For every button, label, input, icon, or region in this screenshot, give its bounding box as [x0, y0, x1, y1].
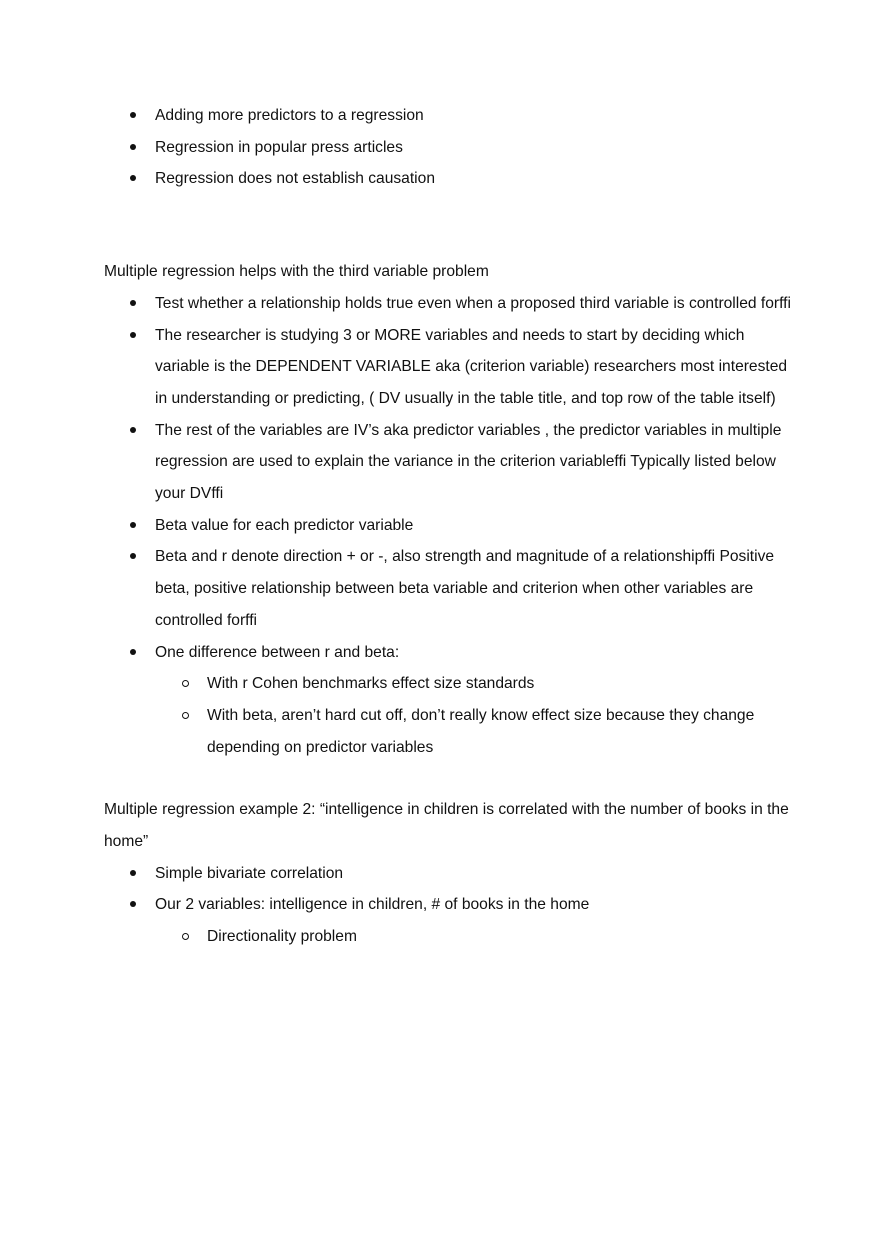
- spacer: [104, 763, 794, 794]
- list-item: Regression does not establish causation: [104, 163, 794, 195]
- document-body: [104, 100, 794, 953]
- list-item: Our 2 variables: intelligence in children, # of books in the home: [104, 889, 794, 921]
- list-item: Beta and r denote direction + or -, also strength and magnitude of a relationshipffi Positive beta, positive relationship between beta variable and criterion when other variables are controlled forffi: [104, 541, 794, 636]
- example-2-bullet-list: [104, 858, 794, 953]
- list-item: The researcher is studying 3 or MORE variables and needs to start by deciding which variable is the DEPENDENT VARIABLE aka (criterion variable) researchers most interested in understanding or predicting, ( DV usually in the table title, and top row of the table itself): [104, 320, 794, 415]
- section-heading-example-2: Multiple regression example 2: “intelligence in children is correlated with the number of books in the home”: [104, 801, 789, 851]
- sub-list-item: Directionality problem: [104, 921, 794, 953]
- sub-list-item: With beta, aren’t hard cut off, don’t really know effect size because they change depending on predictor variables: [104, 700, 794, 763]
- list-item: Test whether a relationship holds true even when a proposed third variable is controlled forffi: [104, 288, 794, 320]
- list-item: One difference between r and beta:: [104, 637, 794, 669]
- section-heading-third-variable: Multiple regression helps with the third variable problem: [104, 263, 489, 281]
- spacer: [104, 195, 794, 256]
- list-item: Beta value for each predictor variable: [104, 510, 794, 542]
- list-item: Adding more predictors to a regression: [104, 100, 794, 132]
- third-variable-bullet-list: [104, 288, 794, 764]
- list-item: Regression in popular press articles: [104, 132, 794, 164]
- sub-list-item: With r Cohen benchmarks effect size standards: [104, 668, 794, 700]
- list-item: The rest of the variables are IV’s aka predictor variables , the predictor variables in multiple regression are used to explain the variance in the criterion variableffi Typically listed below your DVffi: [104, 415, 794, 510]
- list-item: Simple bivariate correlation: [104, 858, 794, 890]
- intro-bullet-list: [104, 100, 794, 195]
